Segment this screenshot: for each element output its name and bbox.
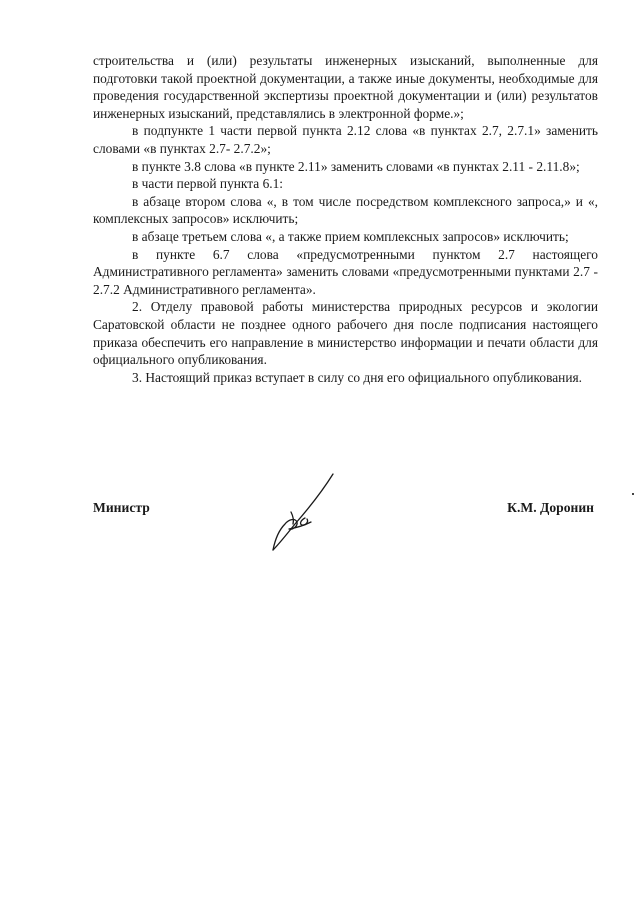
paragraph-item-6-1: в части первой пункта 6.1: [132,176,284,192]
paragraph-clause-3: 3. Настоящий приказ вступает в силу со дня его официального опубликования. [132,369,582,385]
paragraph-item-6-1-third: в абзаце третьем слова «, а также прием комплексных запросов» исключить; [132,228,569,244]
handwritten-signature [265,472,345,552]
paragraph-clause-2: 2. Отделу правовой работы министерства природных ресурсов и экологии Саратовской области не позднее одного рабочего дня после подписания настоящего приказа обеспечить его направление в министерство информации и печати области для официального опубликования. [93,299,598,368]
paragraph-continuation: строительства и (или) результаты инженерных изысканий, выполненные для подготовки такой проектной документации, а также иные документы, необходимые для проведения государственной экспертизы проектной документации и (или) результатов инженерных изысканий, представлялись в электронной форме.»; [93,53,598,121]
paragraph-item-6-7: в пункте 6.7 слова «предусмотренными пунктом 2.7 настоящего Административного регламента» заменить словами «предусмотренными пунктами 2.7 - 2.7.2 Административного регламента». [93,246,598,297]
paragraph-item-2-12: в подпункте 1 части первой пункта 2.12 слова «в пунктах 2.7, 2.7.1» заменить словами «в пунктах 2.7- 2.7.2»; [93,123,598,156]
paragraph-item-6-1-second: в абзаце втором слова «, в том числе посредством комплексного запроса,» и «, комплексных запросов» исключить; [93,193,598,227]
signatory-title: Министр [93,500,150,515]
signature-block [93,500,598,560]
document-body [93,52,598,386]
paragraph-item-3-8: в пункте 3.8 слова «в пункте 2.11» заменить словами «в пунктах 2.11 - 2.11.8»; [132,158,580,174]
scan-speck [632,493,634,495]
signatory-name: К.М. Доронин [507,500,594,515]
